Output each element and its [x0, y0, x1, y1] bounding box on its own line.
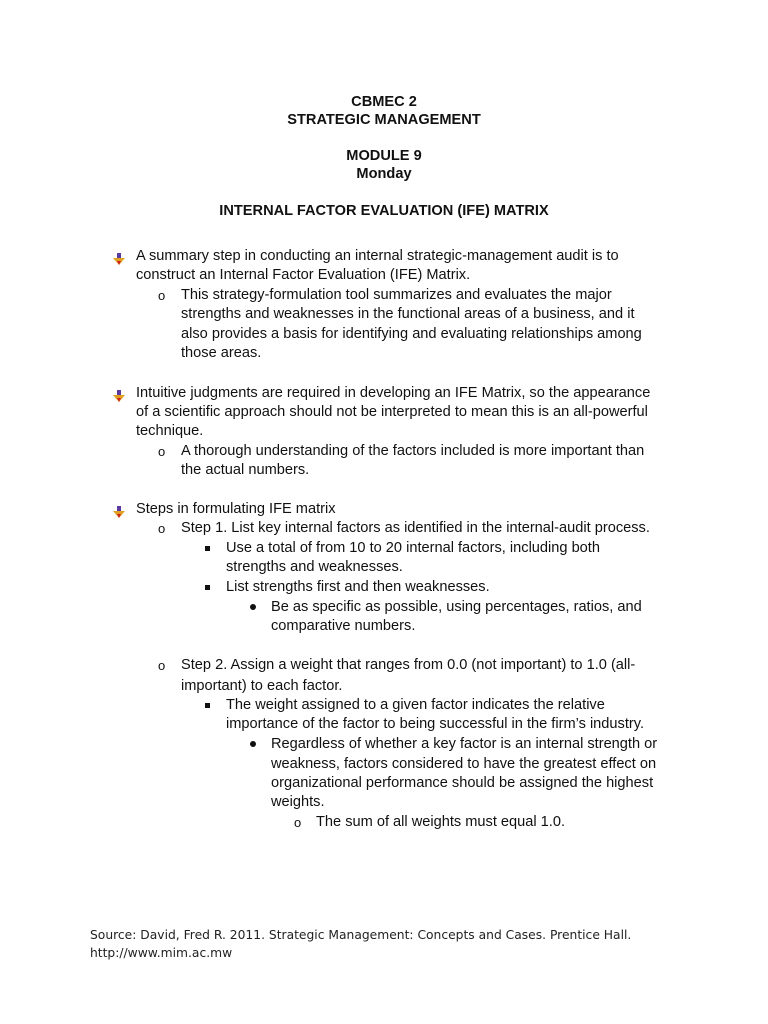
section3-bullet: Steps in formulating IFE matrix	[136, 501, 336, 517]
section2-sub-line2: the actual numbers.	[181, 462, 310, 478]
square-bullet-icon	[205, 703, 210, 708]
hollow-circle-bullet-icon: o	[158, 521, 166, 536]
dot-bullet-icon	[250, 604, 256, 610]
step2-item1-sub-line2: weakness, factors considered to have the greatest effect on	[271, 756, 657, 772]
dot-bullet-icon	[250, 741, 256, 747]
step2-final: The sum of all weights must equal 1.0.	[316, 814, 566, 830]
module-number: MODULE 9	[346, 148, 422, 164]
down-arrow-icon	[113, 253, 125, 265]
step2-item1-line1: The weight assigned to a given factor indicates the relative	[226, 697, 605, 713]
step1-item2: List strengths first and then weaknesses.	[226, 579, 490, 595]
step2-item1-sub-line4: weights.	[271, 794, 325, 810]
section1-bullet-line2: construct an Internal Factor Evaluation (IFE) Matrix.	[136, 267, 471, 283]
down-arrow-icon	[113, 506, 125, 518]
step2-item1-line2: importance of the factor to being successful in the firm’s industry.	[226, 716, 645, 732]
module-day: Monday	[356, 166, 412, 182]
hollow-circle-bullet-icon: o	[158, 658, 166, 673]
step1-item2-sub-line1: Be as specific as possible, using percentages, ratios, and	[271, 599, 642, 615]
step2-line1: Step 2. Assign a weight that ranges from 0.0 (not important) to 1.0 (all-	[181, 657, 636, 673]
step1-item2-sub-line2: comparative numbers.	[271, 618, 416, 634]
source-url: http://www.mim.ac.mw	[90, 946, 233, 960]
square-bullet-icon	[205, 585, 210, 590]
hollow-circle-bullet-icon: o	[294, 815, 302, 830]
step1-text: Step 1. List key internal factors as identified in the internal-audit process.	[181, 520, 650, 536]
step2-item1-sub-line1: Regardless of whether a key factor is an internal strength or	[271, 736, 658, 752]
section1-sub-line4: those areas.	[181, 345, 262, 361]
step2-item1-sub-line3: organizational performance should be assigned the highest	[271, 775, 654, 791]
hollow-circle-bullet-icon: o	[158, 288, 166, 303]
course-title: STRATEGIC MANAGEMENT	[287, 112, 481, 128]
step2-line2: important) to each factor.	[181, 678, 343, 694]
section1-sub-line3: also provides a basis for identifying and evaluating relationships among	[181, 326, 642, 342]
step1-item1-line2: strengths and weaknesses.	[226, 559, 403, 575]
course-code: CBMEC 2	[351, 94, 417, 110]
square-bullet-icon	[205, 546, 210, 551]
source-citation: Source: David, Fred R. 2011. Strategic Management: Concepts and Cases. Prentice Hall.	[90, 928, 632, 942]
section2-bullet-line3: technique.	[136, 423, 204, 439]
step1-item1-line1: Use a total of from 10 to 20 internal factors, including both	[226, 540, 600, 556]
section1-sub-line2: strengths and weaknesses in the functional areas of a business, and it	[181, 306, 635, 322]
section2-bullet-line1: Intuitive judgments are required in developing an IFE Matrix, so the appearance	[136, 385, 651, 401]
section1-sub-line1: This strategy-formulation tool summarizes and evaluates the major	[181, 287, 612, 303]
section1-bullet-line1: A summary step in conducting an internal strategic-management audit is to	[136, 248, 619, 264]
page-title: INTERNAL FACTOR EVALUATION (IFE) MATRIX	[219, 203, 549, 219]
section2-sub-line1: A thorough understanding of the factors included is more important than	[181, 443, 645, 459]
section2-bullet-line2: of a scientific approach should not be interpreted to mean this is an all-powerful	[136, 404, 648, 420]
hollow-circle-bullet-icon: o	[158, 444, 166, 459]
down-arrow-icon	[113, 390, 125, 402]
